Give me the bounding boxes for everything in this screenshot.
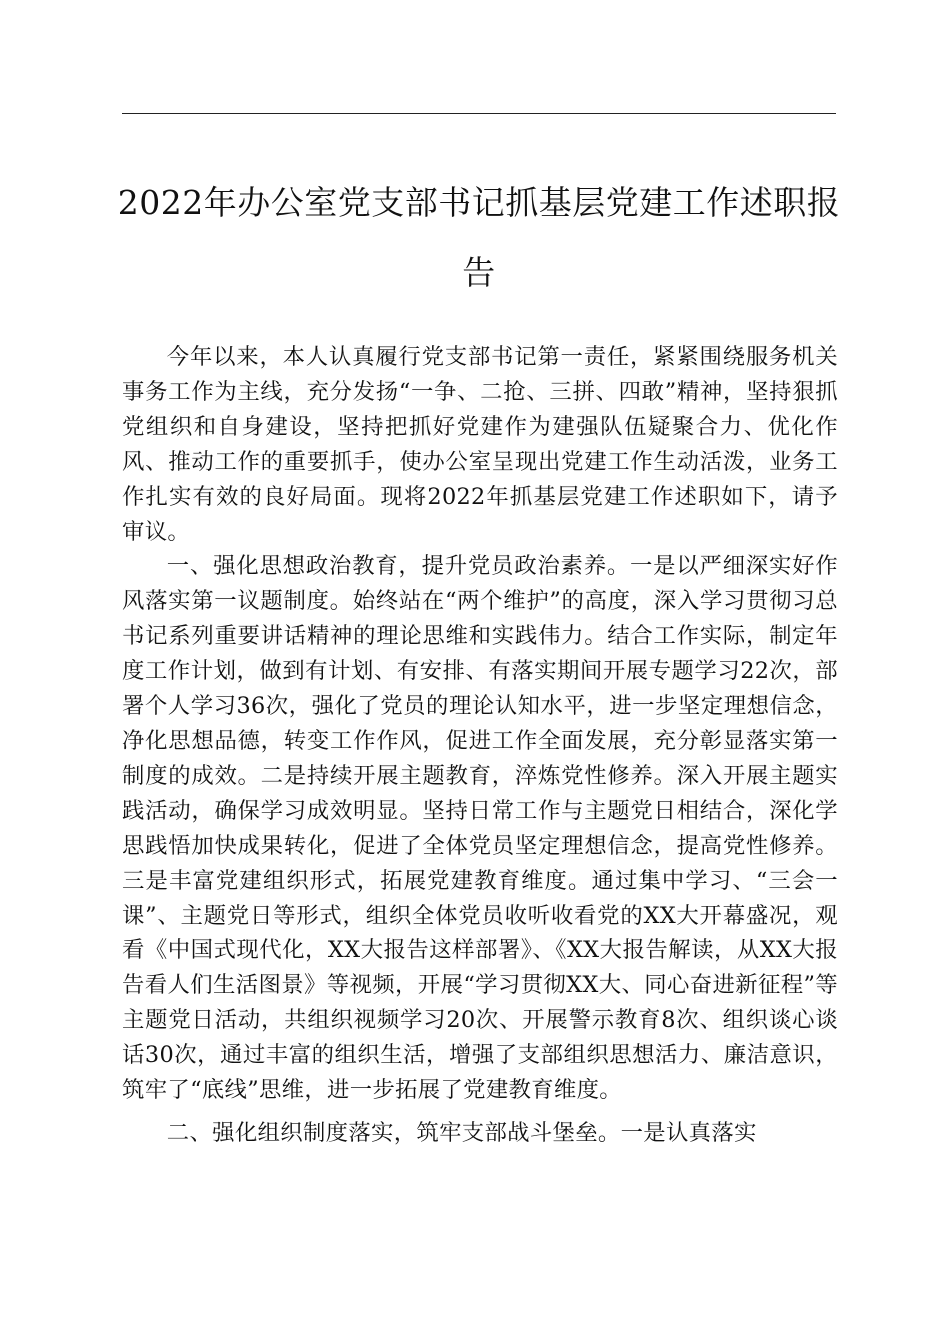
section-two-paragraph: 二、强化组织制度落实，筑牢支部战斗堡垒。一是认真落实 — [166, 1119, 757, 1146]
intro-paragraph: 今年以来，本人认真履行党支部书记第一责任，紧紧围绕服务机关事务工作为主线，充分发扬“一争、二抢、三拼、四敢”精神，坚持狠抓党组织和自身建设，坚持把抓好党建作为建强队伍疑聚合力、优化作风、推动工作的重要抓手，使办公室呈现出党建工作生动活泼，业务工作扎实有效的良好局面。现将2022年抓基层党建工作述职如下，请予审议。 — [122, 344, 838, 545]
section-one-paragraph: 一、强化思想政治教育，提升党员政治素养。一是以严细深实好作风落实第一议题制度。始终站在“两个维护”的高度，深入学习贯彻习总书记系列重要讲话精神的理论思维和实践伟力。结合工作实际，制定年度工作计划，做到有计划、有安排、有落实期间开展专题学习22次，部署个人学习36次，强化了党员的理论认知水平，进一步坚定理想信念，净化思想品德，转变工作作风，促进工作全面发展，充分彰显落实第一制度的成效。二是持续开展主题教育，淬炼党性修养。深入开展主题实践活动，确保学习成效明显。坚持日常工作与主题党日相结合，深化学思践悟加快成果转化，促进了全体党员坚定理想信念，提高党性修养。三是丰富党建组织形式，拓展党建教育维度。通过集中学习、“三会一课”、主题党日等形式，组织全体党员收听收看党的XX大开幕盛况，观看《中国式现代化，XX大报告这样部署》、《XX大报告解读，从XX大报告看人们生活图景》等视频，开展“学习贯彻XX大、同心奋进新征程”等主题党日活动，共组织视频学习20次、开展警示教育8次、组织谈心谈话30次，通过丰富的组织生活，增强了支部组织思想活力、廉洁意识，筑牢了“底线”思维，进一步拓展了党建教育维度。 — [122, 553, 838, 1104]
document-title: 2022年办公室党支部书记抓基层党建工作述职报告 — [117, 183, 841, 292]
document-body — [122, 340, 838, 1151]
header-rule — [122, 113, 836, 114]
